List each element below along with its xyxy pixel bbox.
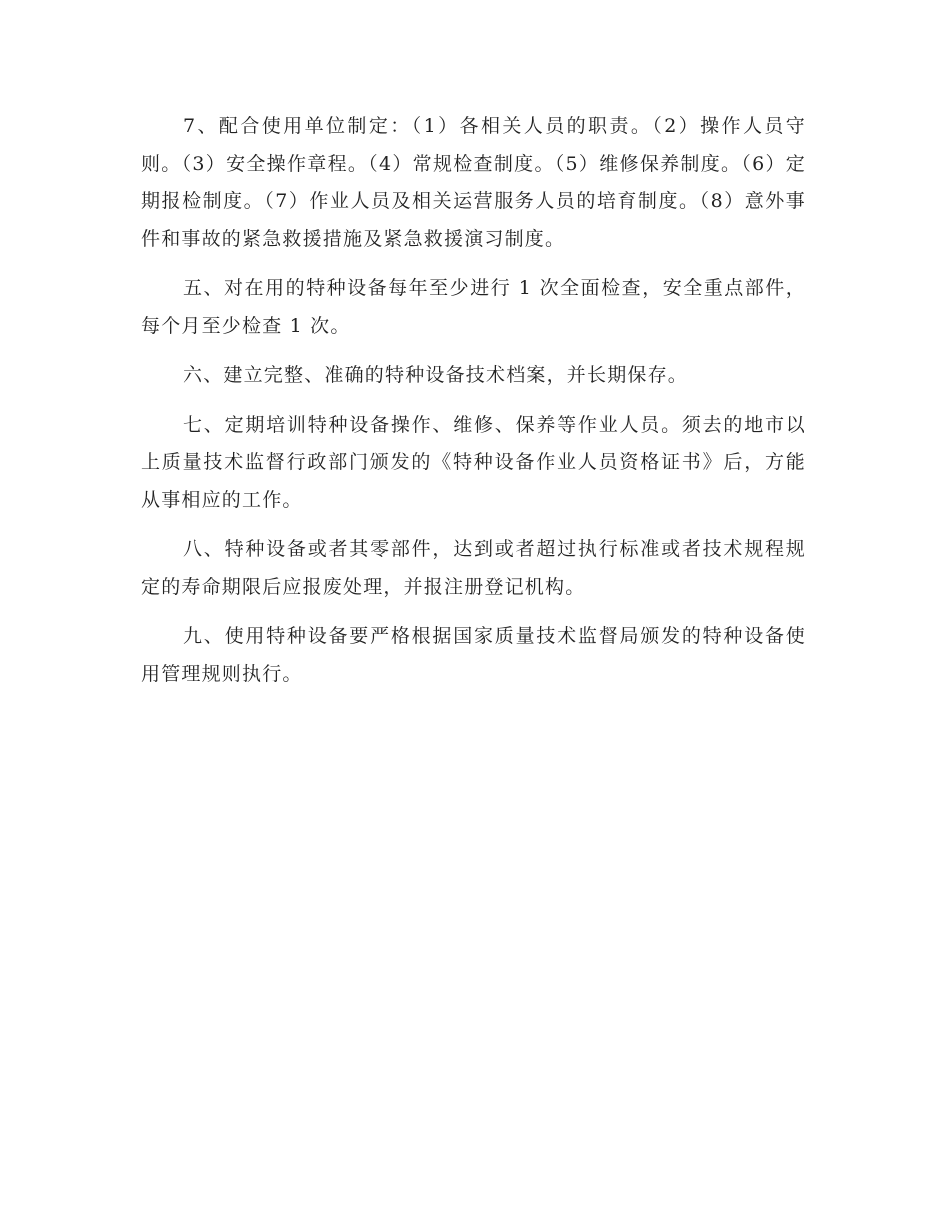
document-body — [141, 108, 806, 705]
paragraph-duties-list: 7、配合使用单位制定：（1）各相关人员的职责。（2）操作人员守则。（3）安全操作章程。（4）常规检查制度。（5）维修保养制度。（6）定期报检制度。（7）作业人员及相关运营服务人员的培育制度。（8）意外事件和事故的紧急救援措施及紧急救援演习制度。 — [141, 115, 806, 250]
paragraph-scrap-disposal: 八、特种设备或者其零部件，达到或者超过执行标准或者技术规程规定的寿命期限后应报废处理，并报注册登记机构。 — [141, 538, 806, 598]
paragraph-operator-training: 七、定期培训特种设备操作、维修、保养等作业人员。须去的地市以上质量技术监督行政部门颁发的《特种设备作业人员资格证书》后，方能从事相应的工作。 — [141, 413, 806, 511]
paragraph-technical-archive: 六、建立完整、准确的特种设备技术档案，并长期保存。 — [183, 364, 689, 386]
paragraph-annual-inspection: 五、对在用的特种设备每年至少进行 1 次全面检查，安全重点部件，每个月至少检查 1 次。 — [141, 277, 806, 337]
paragraph-usage-regulations: 九、使用特种设备要严格根据国家质量技术监督局颁发的特种设备使用管理规则执行。 — [141, 625, 806, 685]
